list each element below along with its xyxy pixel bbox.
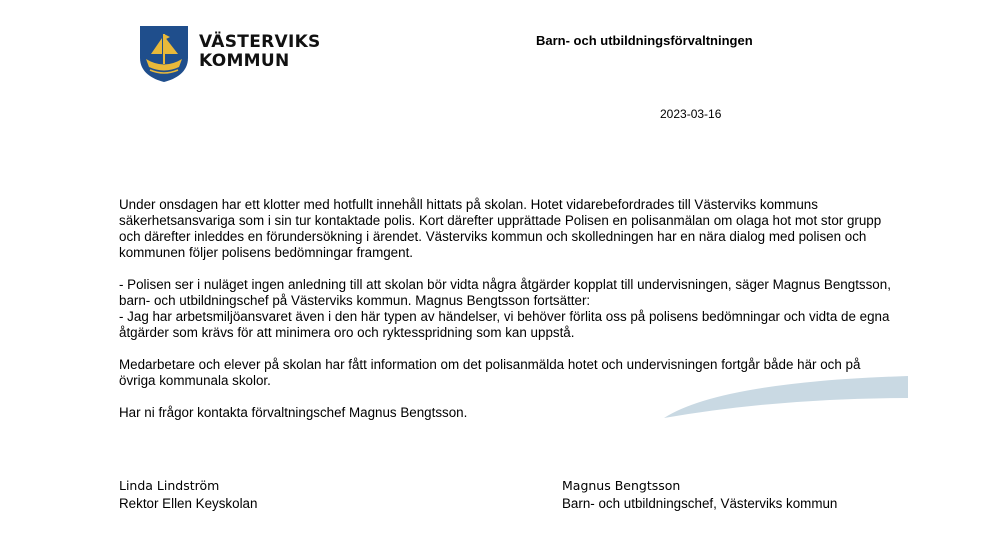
ship-shield-icon bbox=[138, 24, 190, 84]
department-name: Barn- och utbildningsförvaltningen bbox=[536, 33, 753, 48]
paragraph: - Polisen ser i nuläget ingen anledning till att skolan bör vidta några åtgärder kopplat till undervisningen, säger Magnus Bengtsson, barn- och utbildningschef på Västerviks kommun. Magnus Bengtsson fortsätter: - Jag har arbetsmiljöansvaret även i den här typen av händelser, vi behöver förlita oss på polisens bedömningar och vidta de egna åtgärder som krävs för att minimera oro och ryktesspridning som kan uppstå. bbox=[119, 277, 891, 340]
decorative-wave bbox=[660, 372, 910, 420]
document-date: 2023-03-16 bbox=[660, 107, 722, 121]
signature-name: Magnus Bengtsson bbox=[562, 478, 681, 493]
logo-line-1: VÄSTERVIKS bbox=[199, 32, 321, 52]
paragraph: Medarbetare och elever på skolan har fått information om det polisanmälda hotet och undervisningen fortgår både här och på övriga kommunala skolor. bbox=[119, 357, 861, 388]
signature-left bbox=[119, 477, 257, 513]
paragraph: Har ni frågor kontakta förvaltningschef Magnus Bengtsson. bbox=[119, 405, 468, 420]
logo-wordmark bbox=[199, 33, 321, 71]
logo-line-2: KOMMUN bbox=[199, 51, 290, 71]
signature-title: Barn- och utbildningschef, Västerviks kommun bbox=[562, 496, 838, 511]
paragraph: Under onsdagen har ett klotter med hotfullt innehåll hittats på skolan. Hotet vidarebefordrades till Västerviks kommuns säkerhetsansvariga som i sin tur kontaktade polis. Kort därefter upprättade Polisen en polisanmälan om olaga hot mot stor grupp och därefter inleddes en förundersökning i ärendet. Västerviks kommun och skolledningen har en nära dialog med polisen och kommunen följer polisens bedömningar framgent. bbox=[119, 197, 882, 260]
signature-title: Rektor Ellen Keyskolan bbox=[119, 496, 258, 511]
signature-name: Linda Lindström bbox=[119, 478, 220, 493]
signature-right bbox=[562, 477, 837, 513]
